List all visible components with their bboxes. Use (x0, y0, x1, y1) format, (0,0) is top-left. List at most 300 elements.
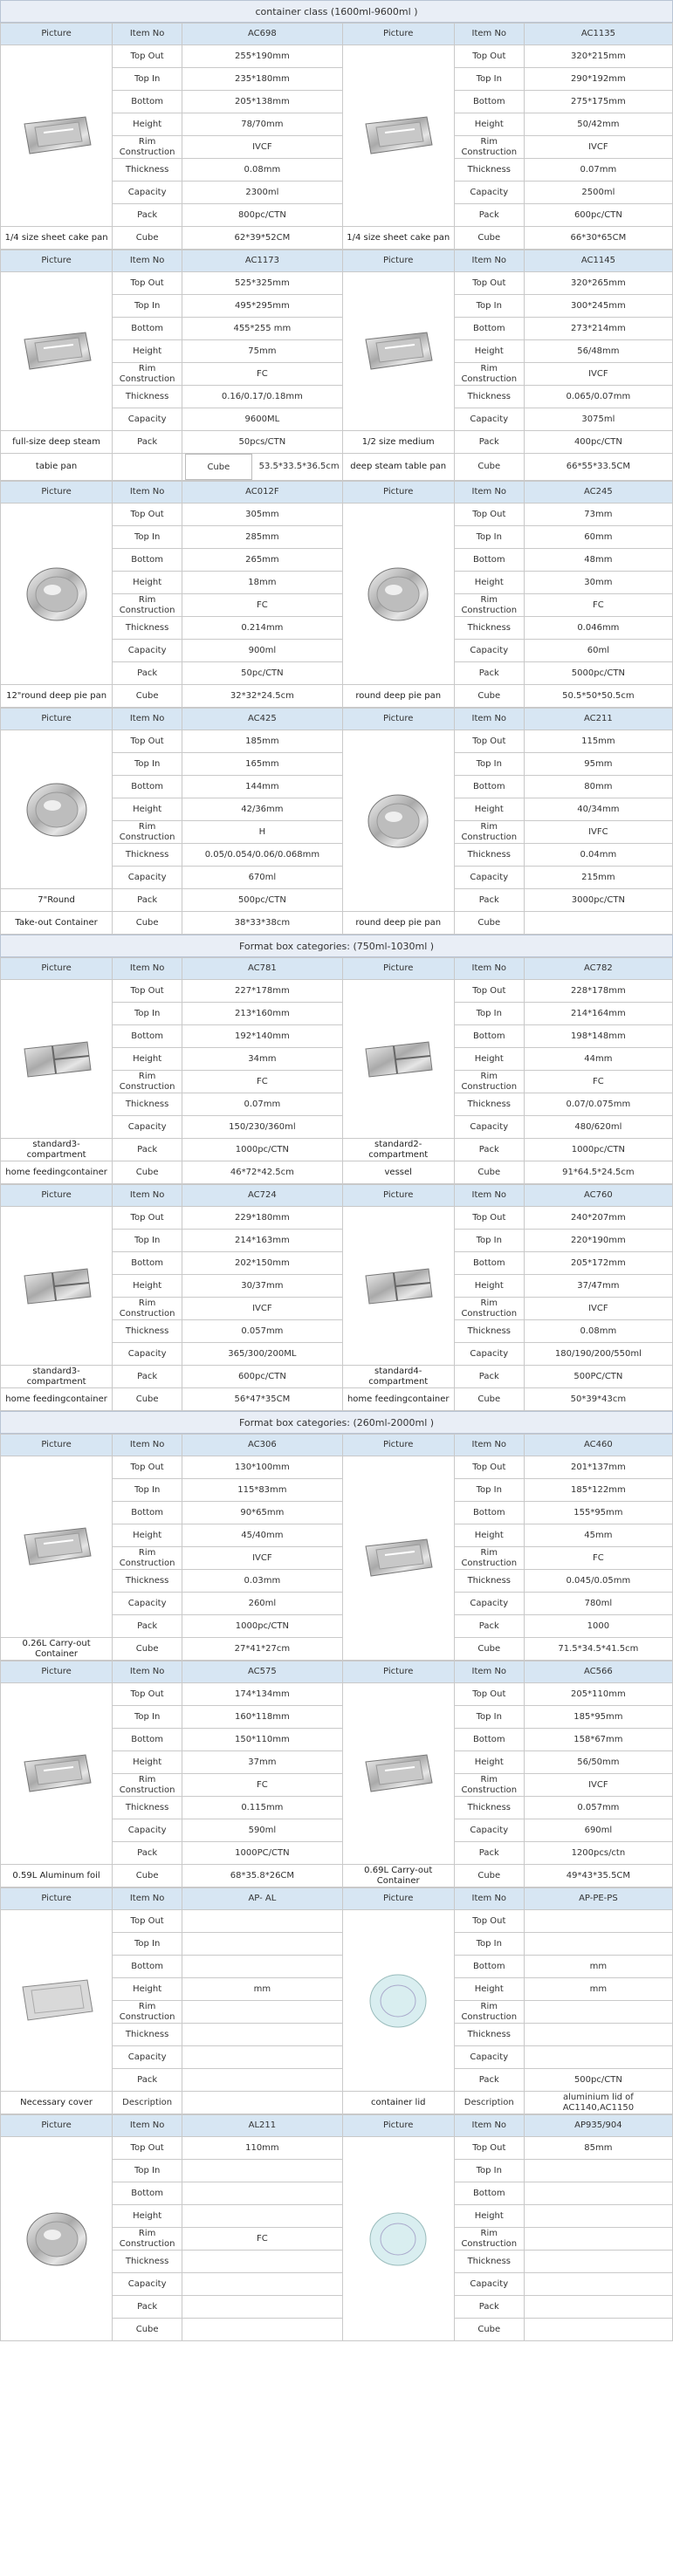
spec-value: 71.5*34.5*41.5cm (524, 1638, 672, 1661)
spec-label: Rim Construction (113, 2001, 182, 2024)
spec-value (182, 2251, 343, 2273)
spec-label: Thickness (113, 1797, 182, 1819)
product-image-frame (346, 2204, 451, 2274)
spec-value: 260ml (182, 1593, 343, 1615)
product-block (0, 708, 673, 935)
item-no-header: Item No (454, 1661, 524, 1683)
spec-value: 160*118mm (182, 1706, 343, 1729)
product-caption: deep steam table pan (342, 454, 454, 481)
spec-label: Bottom (454, 776, 524, 798)
spec-label: Top In (454, 68, 524, 91)
spec-label: Top In (113, 1479, 182, 1502)
spec-value: FC (182, 363, 343, 386)
spec-value (524, 2046, 672, 2069)
spec-label: Capacity (454, 1116, 524, 1139)
item-no-header: Item No (113, 482, 182, 504)
spec-value: 255*190mm (182, 45, 343, 68)
spec-label: Pack (454, 1366, 524, 1388)
spec-label: Top In (113, 1003, 182, 1025)
product-image-frame (346, 1739, 451, 1809)
spec-label: Top Out (454, 730, 524, 753)
spec-value: 300*245mm (524, 295, 672, 318)
spec-label: Bottom (454, 1729, 524, 1751)
spec-label: Top In (113, 753, 182, 776)
spec-value (182, 2296, 343, 2319)
spec-value: 34mm (182, 1048, 343, 1071)
spec-value: 115mm (524, 730, 672, 753)
compartment-tray-icon (359, 1024, 437, 1094)
spec-label: Height (113, 113, 182, 136)
spec-label: Description (113, 2092, 182, 2114)
spec-label: Pack (113, 2069, 182, 2092)
spec-label: Cube (113, 227, 182, 250)
spec-value: 0.07mm (524, 159, 672, 182)
product-image-frame (3, 1512, 109, 1582)
spec-label: Capacity (454, 408, 524, 431)
picture-header: Picture (1, 1888, 113, 1910)
rect-tray-icon (17, 1512, 96, 1582)
spec-label: Bottom (454, 91, 524, 113)
spec-value: 0.057mm (524, 1797, 672, 1819)
spec-value: 900ml (182, 640, 343, 662)
product-image-frame (3, 559, 109, 629)
product-image-frame (346, 559, 451, 629)
section-title: Format box categories: (750ml-1030ml ) (0, 935, 673, 957)
picture-header: Picture (342, 958, 454, 980)
spec-value: 56/50mm (524, 1751, 672, 1774)
rect-tray-icon (17, 1739, 96, 1809)
spec-label: Top Out (113, 730, 182, 753)
spec-value (524, 2273, 672, 2296)
spec-label: Thickness (113, 844, 182, 867)
spec-value (182, 2182, 343, 2205)
product-image (342, 45, 454, 227)
spec-value (182, 2092, 343, 2114)
product-image-frame (3, 2204, 109, 2274)
spec-value (182, 2160, 343, 2182)
product-image (1, 1683, 113, 1865)
spec-label: Pack (113, 204, 182, 227)
spec-value: 40/34mm (524, 798, 672, 821)
spec-value (524, 2001, 672, 2024)
spec-label: Height (454, 1978, 524, 2001)
spec-label: Bottom (454, 1252, 524, 1275)
spec-value: 500pc/CTN (524, 2069, 672, 2092)
spec-value: 180/190/200/550ml (524, 1343, 672, 1366)
spec-label: Cube (454, 912, 524, 935)
spec-label: Bottom (454, 1025, 524, 1048)
spec-label: Top In (454, 1706, 524, 1729)
rect-tray-icon (17, 317, 96, 387)
spec-value: 150*110mm (182, 1729, 343, 1751)
spec-value: IVCF (524, 1774, 672, 1797)
picture-header: Picture (342, 709, 454, 730)
spec-label: Top Out (113, 45, 182, 68)
spec-value: 56*47*35CM (182, 1388, 343, 1411)
spec-value: 690ml (524, 1819, 672, 1842)
spec-value: 495*295mm (182, 295, 343, 318)
product-caption: 7"Round (1, 889, 113, 912)
spec-value: 1000PC/CTN (182, 1842, 343, 1865)
spec-label: Cube (113, 1161, 182, 1184)
item-no-value: AC1135 (524, 24, 672, 45)
spec-value: 158*67mm (524, 1729, 672, 1751)
item-no-value: AC575 (182, 1661, 343, 1683)
product-image-frame (3, 1966, 109, 2036)
spec-label: Rim Construction (454, 594, 524, 617)
product-image (342, 980, 454, 1139)
spec-label: Capacity (454, 2273, 524, 2296)
product-image-frame (346, 1024, 451, 1094)
spec-label: Rim Construction (113, 1547, 182, 1570)
spec-value: 220*190mm (524, 1230, 672, 1252)
spec-value: 320*215mm (524, 45, 672, 68)
spec-label: Height (454, 1048, 524, 1071)
spec-value: 1200pcs/ctn (524, 1842, 672, 1865)
spec-value: 800pc/CTN (182, 204, 343, 227)
spec-label: Top Out (113, 1910, 182, 1933)
product-image-frame (3, 317, 109, 387)
spec-label: Pack (113, 889, 182, 912)
product-block (0, 1887, 673, 2114)
spec-label: Rim Construction (113, 821, 182, 844)
spec-label: Top In (454, 1230, 524, 1252)
spec-value (182, 2001, 343, 2024)
spec-value: 38*33*38cm (182, 912, 343, 935)
spec-label: Cube (113, 1638, 182, 1661)
spec-label: Rim Construction (454, 1547, 524, 1570)
item-no-value: AC1145 (524, 250, 672, 272)
round-pie-icon (17, 2204, 96, 2274)
spec-value: IVCF (182, 1547, 343, 1570)
foil-cover-icon (17, 1966, 96, 2036)
spec-label: Bottom (113, 91, 182, 113)
spec-value: IVCF (524, 136, 672, 159)
spec-value: H (182, 821, 343, 844)
spec-value: 1000pc/CTN (182, 1615, 343, 1638)
spec-value: 205*110mm (524, 1683, 672, 1706)
spec-label: Top In (113, 295, 182, 318)
spec-label: Bottom (454, 2182, 524, 2205)
product-image (342, 272, 454, 431)
spec-value: 0.045/0.05mm (524, 1570, 672, 1593)
spec-value: 0.046mm (524, 617, 672, 640)
spec-label: Cube (454, 1865, 524, 1887)
product-image (342, 2137, 454, 2341)
spec-label: Height (113, 798, 182, 821)
spec-value: FC (182, 594, 343, 617)
spec-label: Height (454, 340, 524, 363)
spec-value: FC (524, 594, 672, 617)
product-image-frame (346, 786, 451, 856)
product-image (1, 2137, 113, 2341)
picture-header: Picture (342, 24, 454, 45)
spec-label: Pack (454, 431, 524, 454)
spec-value: 48mm (524, 549, 672, 572)
product-image (1, 730, 113, 889)
spec-value: 165mm (182, 753, 343, 776)
spec-label: Cube (454, 227, 524, 250)
spec-value: 590ml (182, 1819, 343, 1842)
spec-label: Bottom (454, 1956, 524, 1978)
spec-value: 192*140mm (182, 1025, 343, 1048)
product-caption: standard4-compartment (342, 1366, 454, 1388)
cube-value: 53.5*33.5*36.5cm (258, 462, 340, 472)
spec-label: Top In (454, 295, 524, 318)
product-block (0, 250, 673, 481)
spec-label: Top In (113, 526, 182, 549)
spec-label: Cube (113, 1865, 182, 1887)
spec-value: 66*30*65CM (524, 227, 672, 250)
spec-label: Top Out (113, 272, 182, 295)
spec-label: Thickness (454, 1797, 524, 1819)
spec-label: Top Out (113, 1207, 182, 1230)
spec-value: 115*83mm (182, 1479, 343, 1502)
item-no-value: AC425 (182, 709, 343, 730)
spec-label: Capacity (454, 2046, 524, 2069)
spec-value: 185mm (182, 730, 343, 753)
item-no-value: AC782 (524, 958, 672, 980)
spec-label: Rim Construction (113, 1774, 182, 1797)
picture-header: Picture (342, 482, 454, 504)
item-no-value: AC245 (524, 482, 672, 504)
spec-label: Height (113, 1524, 182, 1547)
product-caption: vessel (342, 1161, 454, 1184)
spec-label: Capacity (454, 1593, 524, 1615)
spec-label: Height (454, 1751, 524, 1774)
spec-value: 240*207mm (524, 1207, 672, 1230)
spec-value (524, 2160, 672, 2182)
product-image (1, 45, 113, 227)
product-image (1, 980, 113, 1139)
picture-header: Picture (1, 250, 113, 272)
spec-label: Bottom (113, 1502, 182, 1524)
spec-value: 0.115mm (182, 1797, 343, 1819)
spec-label: Thickness (113, 2251, 182, 2273)
round-pie-icon (17, 559, 96, 629)
section-title: Format box categories: (260ml-2000ml ) (0, 1411, 673, 1434)
section-title: container class (1600ml-9600ml ) (0, 0, 673, 23)
spec-value: 0.16/0.17/0.18mm (182, 386, 343, 408)
spec-label: Bottom (113, 1025, 182, 1048)
spec-value: 205*172mm (524, 1252, 672, 1275)
spec-value: 155*95mm (524, 1502, 672, 1524)
product-image (342, 1910, 454, 2092)
spec-label: Rim Construction (454, 1071, 524, 1093)
spec-value: 0.03mm (182, 1570, 343, 1593)
spec-value: 37mm (182, 1751, 343, 1774)
round-pie-icon (359, 559, 437, 629)
item-no-header: Item No (454, 1888, 524, 1910)
item-no-value: AC012F (182, 482, 343, 504)
item-no-header: Item No (113, 1888, 182, 1910)
spec-value: 73mm (524, 504, 672, 526)
spec-value: 9600ML (182, 408, 343, 431)
compartment-tray-icon (359, 1251, 437, 1321)
spec-value: 0.07/0.075mm (524, 1093, 672, 1116)
spec-label: Capacity (113, 1343, 182, 1366)
spec-value: 290*192mm (524, 68, 672, 91)
spec-value: 1000pc/CTN (524, 1139, 672, 1161)
spec-label: Height (113, 572, 182, 594)
spec-value: 46*72*42.5cm (182, 1161, 343, 1184)
spec-value: 285mm (182, 526, 343, 549)
spec-label: Bottom (113, 1956, 182, 1978)
spec-label: Capacity (113, 640, 182, 662)
spec-label: Rim Construction (454, 1774, 524, 1797)
spec-value (524, 912, 672, 935)
picture-header: Picture (342, 250, 454, 272)
spec-label: Thickness (454, 1320, 524, 1343)
rect-tray-icon (17, 101, 96, 171)
spec-value: 144mm (182, 776, 343, 798)
product-caption: Necessary cover (1, 2092, 113, 2114)
spec-value: 50.5*50*50.5cm (524, 685, 672, 708)
spec-label: Capacity (454, 1819, 524, 1842)
spec-value: FC (182, 1774, 343, 1797)
picture-header: Picture (342, 1185, 454, 1207)
spec-value (524, 2251, 672, 2273)
spec-label: Pack (454, 2069, 524, 2092)
spec-label: Pack (454, 1615, 524, 1638)
item-no-value: AP935/904 (524, 2115, 672, 2137)
spec-value: 273*214mm (524, 318, 672, 340)
product-caption: tabie pan (1, 454, 113, 481)
spec-value (182, 2069, 343, 2092)
spec-label: Top Out (113, 1683, 182, 1706)
spec-label: Rim Construction (113, 2228, 182, 2251)
product-image-frame (3, 775, 109, 845)
spec-value: 50pcs/CTN (182, 431, 343, 454)
spec-label: Capacity (454, 182, 524, 204)
picture-header: Picture (1, 1435, 113, 1456)
spec-label: Capacity (113, 2046, 182, 2069)
spec-label: Top Out (113, 1456, 182, 1479)
spec-label: Rim Construction (454, 821, 524, 844)
spec-label: Pack (454, 1842, 524, 1865)
picture-header: Picture (1, 2115, 113, 2137)
spec-label: Rim Construction (454, 363, 524, 386)
item-no-header: Item No (113, 958, 182, 980)
product-image (1, 272, 113, 431)
spec-value: 202*150mm (182, 1252, 343, 1275)
cube-box: Cube (185, 454, 251, 480)
spec-label: Capacity (113, 1593, 182, 1615)
spec-label: Bottom (454, 1502, 524, 1524)
spec-value: 0.07mm (182, 1093, 343, 1116)
spec-value (182, 1910, 343, 1933)
spec-label: Top In (113, 2160, 182, 2182)
spec-label: Cube (113, 912, 182, 935)
product-block (0, 1184, 673, 1411)
spec-label: Pack (113, 1842, 182, 1865)
spec-label: Top Out (113, 504, 182, 526)
spec-value: 85mm (524, 2137, 672, 2160)
product-block (0, 2114, 673, 2341)
spec-label: Rim Construction (113, 136, 182, 159)
spec-value: 600pc/CTN (524, 204, 672, 227)
spec-label: Pack (113, 1615, 182, 1638)
item-no-header: Item No (113, 1435, 182, 1456)
spec-value: 45mm (524, 1524, 672, 1547)
picture-header: Picture (1, 958, 113, 980)
spec-value: 365/300/200ML (182, 1343, 343, 1366)
spec-label: Height (454, 1524, 524, 1547)
product-image (342, 1207, 454, 1366)
item-no-header: Item No (454, 482, 524, 504)
spec-value: 229*180mm (182, 1207, 343, 1230)
spec-value: 480/620ml (524, 1116, 672, 1139)
spec-value: 600pc/CTN (182, 1366, 343, 1388)
spec-value: 213*160mm (182, 1003, 343, 1025)
spec-label: Capacity (454, 867, 524, 889)
spec-label: Capacity (454, 1343, 524, 1366)
spec-label: Pack (113, 431, 182, 454)
item-no-header: Item No (113, 24, 182, 45)
item-no-header: Item No (454, 2115, 524, 2137)
spec-value (524, 2024, 672, 2046)
spec-label: Top In (113, 1933, 182, 1956)
spec-value: 5000pc/CTN (524, 662, 672, 685)
picture-header: Picture (342, 1661, 454, 1683)
spec-label: Bottom (113, 318, 182, 340)
spec-value: 235*180mm (182, 68, 343, 91)
spec-value: 49*43*35.5CM (524, 1865, 672, 1887)
product-caption: container lid (342, 2092, 454, 2114)
rect-tray-icon (359, 1739, 437, 1809)
spec-label: Thickness (454, 617, 524, 640)
product-image-frame (346, 101, 451, 171)
spec-label: Thickness (454, 159, 524, 182)
product-image (1, 1910, 113, 2092)
spec-value (182, 2319, 343, 2341)
spec-value: 30mm (524, 572, 672, 594)
spec-label: Top In (113, 1706, 182, 1729)
item-no-value: AC724 (182, 1185, 343, 1207)
spec-label: Height (113, 2205, 182, 2228)
compartment-tray-icon (17, 1024, 96, 1094)
spec-value: 201*137mm (524, 1456, 672, 1479)
item-no-header: Item No (113, 1185, 182, 1207)
spec-label: Cube (113, 685, 182, 708)
picture-header: Picture (1, 1661, 113, 1683)
spec-value: 174*134mm (182, 1683, 343, 1706)
product-caption: full-size deep steam (1, 431, 113, 454)
spec-label: Thickness (113, 1320, 182, 1343)
spec-label: Top Out (454, 2137, 524, 2160)
spec-value (524, 1910, 672, 1933)
rect-tray-icon (359, 101, 437, 171)
spec-label: Pack (113, 2296, 182, 2319)
spec-value: 50pc/CTN (182, 662, 343, 685)
spec-label: Thickness (113, 1570, 182, 1593)
spec-label: Bottom (113, 776, 182, 798)
product-image (1, 1456, 113, 1638)
spec-label: Height (113, 1048, 182, 1071)
product-caption: home feedingcontainer (342, 1388, 454, 1411)
item-no-value: AC306 (182, 1435, 343, 1456)
product-block (0, 23, 673, 250)
product-caption: 0.59L Aluminum foil (1, 1865, 113, 1887)
spec-value (524, 2319, 672, 2341)
product-image (1, 504, 113, 685)
picture-header: Picture (1, 24, 113, 45)
picture-header: Picture (1, 709, 113, 730)
spec-label: Rim Construction (454, 1298, 524, 1320)
product-image (342, 1683, 454, 1865)
product-caption: home feedingcontainer (1, 1161, 113, 1184)
spec-label: Top In (454, 1479, 524, 1502)
